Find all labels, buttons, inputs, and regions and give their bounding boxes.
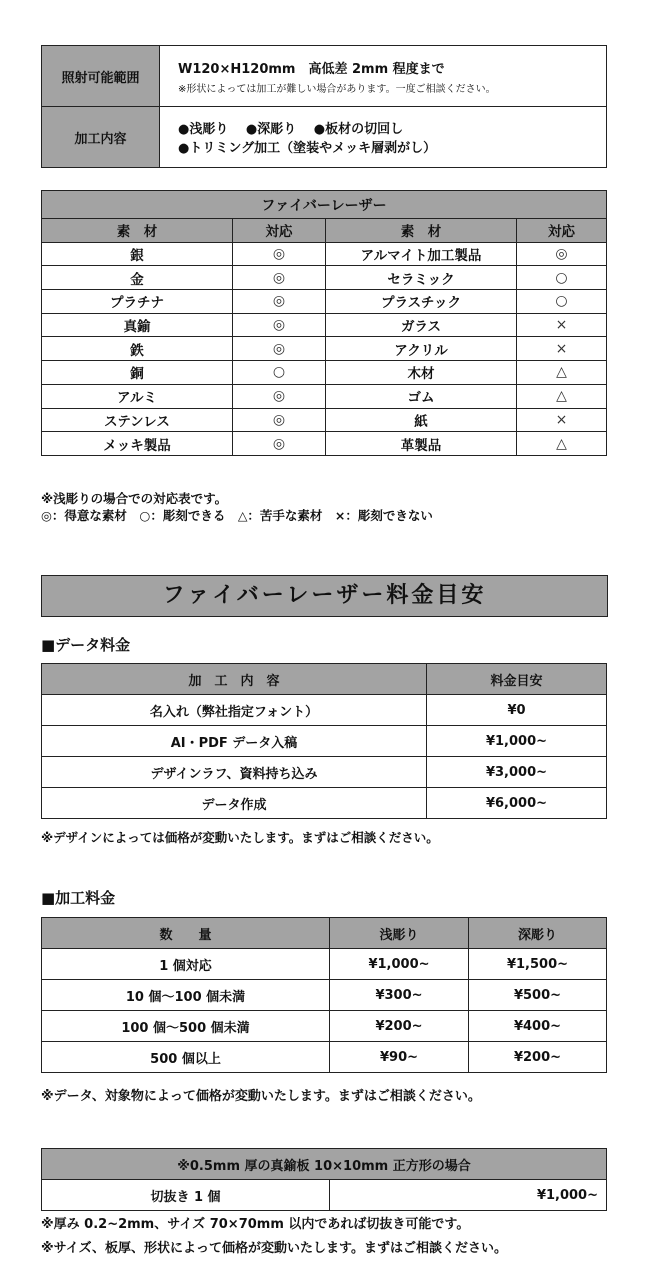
support-symbol: ◎ (233, 313, 326, 337)
data-pricing-heading: ■データ料金 (41, 636, 131, 654)
quantity: 10 個～100 個未満 (42, 980, 330, 1011)
support-symbol: ◎ (233, 408, 326, 432)
material-name: 銀 (42, 242, 233, 266)
material-table-title: ファイバーレーザー (42, 191, 607, 219)
quantity: 100 個～500 個未満 (42, 1011, 330, 1042)
material-name: プラチナ (42, 290, 233, 314)
material-name: 紙 (326, 408, 517, 432)
spec-row-process (42, 107, 607, 168)
table-row (42, 1042, 607, 1073)
material-title-row (42, 191, 607, 219)
work-content: 名入れ（弊社指定フォント） (42, 695, 427, 726)
work-content: デザインラフ、資料持ち込み (42, 757, 427, 788)
material-name: 革製品 (326, 432, 517, 456)
table-row (42, 290, 607, 314)
sample-pricing-table (41, 1148, 607, 1211)
material-name: 木材 (326, 361, 517, 385)
table-row (42, 757, 607, 788)
support-symbol: ◎ (233, 432, 326, 456)
data-pricing-table (41, 663, 607, 819)
support-symbol: ◎ (233, 384, 326, 408)
table-row (42, 695, 607, 726)
support-symbol: × (517, 313, 607, 337)
table-row (42, 726, 607, 757)
shallow-price: ¥90~ (330, 1042, 469, 1073)
header-work-content: 加 工 内 容 (42, 664, 427, 695)
sample-note-2: ※サイズ、板厚、形状によって価格が変動いたします。まずはご相談ください。 (41, 1241, 507, 1256)
deep-price: ¥200~ (469, 1042, 607, 1073)
table-row (42, 337, 607, 361)
shallow-price: ¥200~ (330, 1011, 469, 1042)
data-header-row (42, 664, 607, 695)
price: ¥3,000~ (427, 757, 607, 788)
material-note-legend: ◎：得意な素材 ○：彫刻できる △：苦手な素材 ×：彫刻できない (41, 508, 433, 523)
work-content: データ作成 (42, 788, 427, 819)
range-note: ※形状によっては加工が難しい場合があります。一度ご相談ください。 (178, 83, 496, 95)
support-symbol: △ (517, 361, 607, 385)
material-name: 鉄 (42, 337, 233, 361)
table-row (42, 408, 607, 432)
process-line-2: ●トリミング加工（塗装やメッキ層剥がし） (178, 141, 437, 156)
material-name: セラミック (326, 266, 517, 290)
data-pricing-note: ※デザインによっては価格が変動いたします。まずはご相談ください。 (41, 830, 439, 845)
spec-row-range (42, 46, 607, 107)
process-label: 加工内容 (42, 107, 160, 168)
process-line-1: ●浅彫り ●深彫り ●板材の切回し (178, 122, 404, 137)
shallow-price: ¥1,000~ (330, 949, 469, 980)
range-label: 照射可能範囲 (42, 46, 160, 107)
header-material-1: 素 材 (42, 219, 233, 243)
sample-header-row (42, 1149, 607, 1180)
table-row (42, 432, 607, 456)
material-name: ガラス (326, 313, 517, 337)
price: ¥6,000~ (427, 788, 607, 819)
material-name: 真鍮 (42, 313, 233, 337)
process-value-cell (160, 107, 607, 168)
quantity: 500 個以上 (42, 1042, 330, 1073)
material-name: アルミ (42, 384, 233, 408)
sample-header: ※0.5mm 厚の真鍮板 10×10mm 正方形の場合 (42, 1149, 607, 1180)
table-row (42, 266, 607, 290)
spec-table (41, 45, 607, 168)
material-name: 銅 (42, 361, 233, 385)
material-name: プラスチック (326, 290, 517, 314)
quantity: 1 個対応 (42, 949, 330, 980)
header-price-guide: 料金目安 (427, 664, 607, 695)
support-symbol: ◎ (233, 266, 326, 290)
material-header-row (42, 219, 607, 243)
pricing-banner: ファイバーレーザー料金目安 (41, 575, 608, 617)
deep-price: ¥400~ (469, 1011, 607, 1042)
support-symbol: △ (517, 432, 607, 456)
support-symbol: ◎ (517, 242, 607, 266)
support-symbol: × (517, 337, 607, 361)
support-symbol: × (517, 408, 607, 432)
support-symbol: ○ (517, 266, 607, 290)
process-pricing-table (41, 917, 607, 1073)
material-name: 金 (42, 266, 233, 290)
price: ¥1,000~ (427, 726, 607, 757)
table-row (42, 361, 607, 385)
range-value-cell (160, 46, 607, 107)
material-name: メッキ製品 (42, 432, 233, 456)
work-content: AI・PDF データ入稿 (42, 726, 427, 757)
shallow-price: ¥300~ (330, 980, 469, 1011)
support-symbol: ◎ (233, 290, 326, 314)
material-note-1: ※浅彫りの場合での対応表です。 (41, 491, 228, 506)
support-symbol: ◎ (233, 337, 326, 361)
table-row (42, 1180, 607, 1211)
process-header-row (42, 918, 607, 949)
table-row (42, 313, 607, 337)
material-name: アクリル (326, 337, 517, 361)
material-table (41, 190, 607, 456)
table-row (42, 242, 607, 266)
header-support-2: 対応 (517, 219, 607, 243)
sample-price: ¥1,000~ (330, 1180, 607, 1211)
support-symbol: ○ (517, 290, 607, 314)
deep-price: ¥1,500~ (469, 949, 607, 980)
table-row (42, 788, 607, 819)
sample-note-1: ※厚み 0.2~2mm、サイズ 70×70mm 以内であれば切抜き可能です。 (41, 1217, 470, 1232)
deep-price: ¥500~ (469, 980, 607, 1011)
table-row (42, 384, 607, 408)
process-pricing-note: ※データ、対象物によって価格が変動いたします。まずはご相談ください。 (41, 1089, 481, 1104)
header-deep: 深彫り (469, 918, 607, 949)
sample-item: 切抜き 1 個 (42, 1180, 330, 1211)
price: ¥0 (427, 695, 607, 726)
support-symbol: △ (517, 384, 607, 408)
support-symbol: ○ (233, 361, 326, 385)
process-pricing-heading: ■加工料金 (41, 889, 116, 907)
range-value: W120×H120mm 高低差 2mm 程度まで (178, 61, 445, 77)
table-row (42, 949, 607, 980)
table-row (42, 1011, 607, 1042)
material-name: アルマイト加工製品 (326, 242, 517, 266)
material-name: ステンレス (42, 408, 233, 432)
header-quantity: 数 量 (42, 918, 330, 949)
material-name: ゴム (326, 384, 517, 408)
header-material-2: 素 材 (326, 219, 517, 243)
header-shallow: 浅彫り (330, 918, 469, 949)
table-row (42, 980, 607, 1011)
header-support-1: 対応 (233, 219, 326, 243)
support-symbol: ◎ (233, 242, 326, 266)
